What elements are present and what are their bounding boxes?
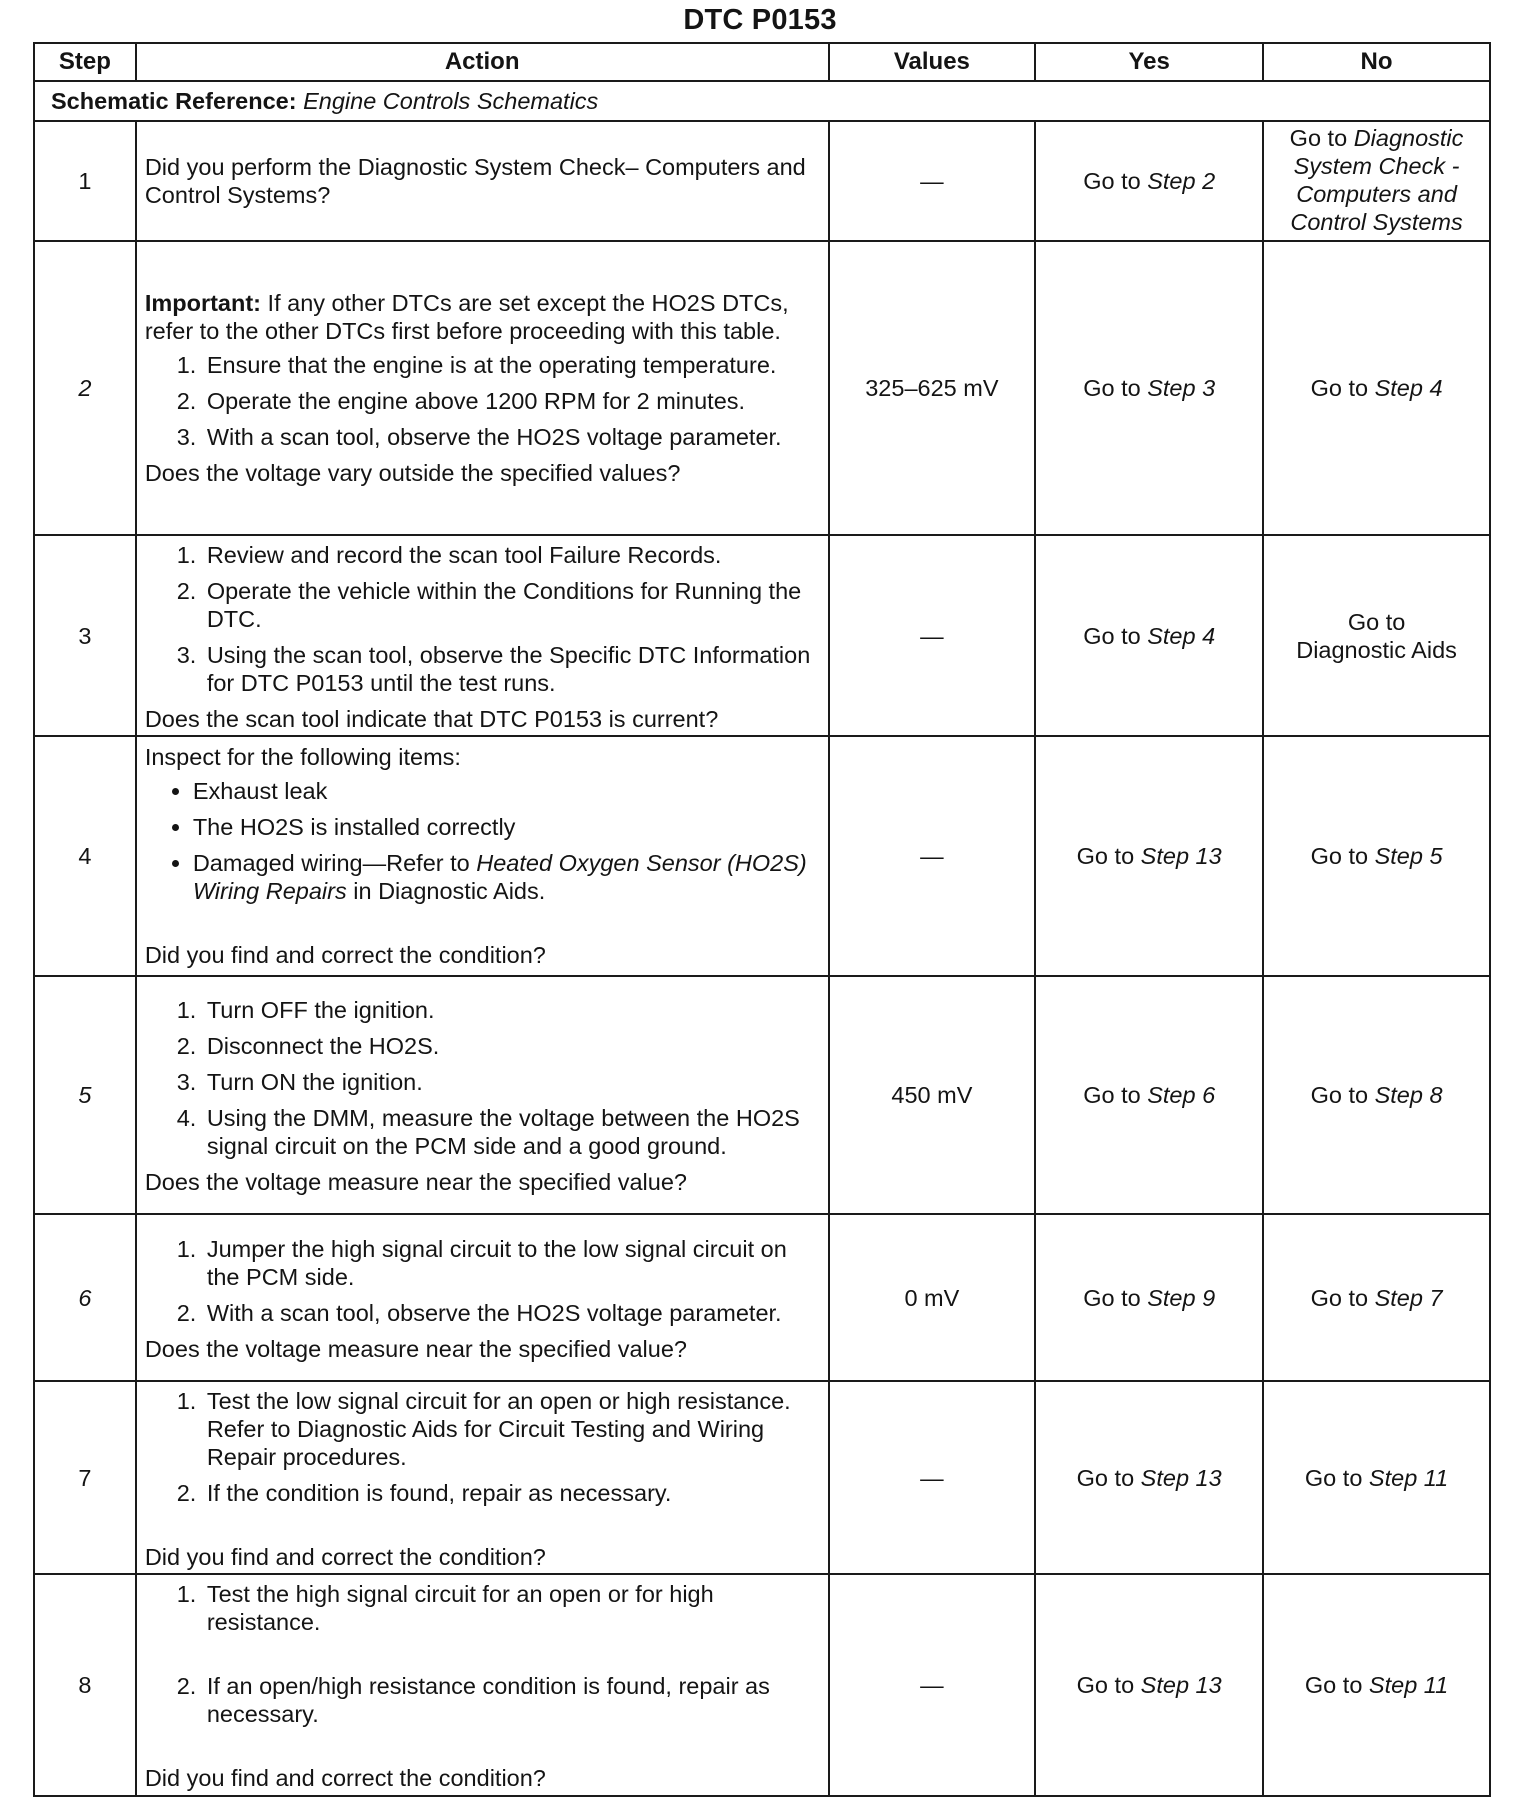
step-number: 5 bbox=[34, 976, 136, 1214]
no-cell[interactable] bbox=[1263, 736, 1490, 976]
table-row bbox=[34, 1214, 1490, 1381]
action-cell bbox=[136, 121, 829, 241]
value-cell: 325–625 mV bbox=[829, 241, 1036, 535]
header-no: No bbox=[1263, 43, 1490, 81]
yes-step-link[interactable]: Step 2 bbox=[1147, 168, 1216, 194]
action-cell bbox=[136, 1214, 829, 1381]
no-cell[interactable] bbox=[1263, 121, 1490, 241]
go-to-label: Go to bbox=[1310, 1082, 1369, 1108]
yes-step-link[interactable]: Step 9 bbox=[1147, 1284, 1216, 1311]
yes-cell[interactable] bbox=[1035, 535, 1263, 736]
go-to-label: Go to bbox=[1304, 1672, 1363, 1698]
action-cell bbox=[136, 1574, 829, 1796]
go-to-label: Go to bbox=[1083, 168, 1141, 194]
schematic-label: Schematic Reference: bbox=[51, 88, 297, 114]
list-item: • Exhaust leak bbox=[193, 777, 820, 805]
value-cell: — bbox=[829, 1574, 1036, 1796]
go-to-label: Go to bbox=[1289, 125, 1348, 151]
no-step-link[interactable]: Step 4 bbox=[1374, 375, 1443, 401]
yes-step-link[interactable]: Step 13 bbox=[1140, 843, 1222, 869]
no-step-link[interactable]: Step 11 bbox=[1368, 1672, 1449, 1698]
no-step-link[interactable]: Step 5 bbox=[1374, 843, 1443, 869]
no-cell[interactable] bbox=[1263, 1381, 1490, 1574]
list-item: 1. Review and record the scan tool Failure Records. bbox=[203, 541, 820, 569]
go-to-label: Go to bbox=[1347, 608, 1406, 635]
list-item: 2. Disconnect the HO2S. bbox=[203, 1032, 820, 1060]
no-cell[interactable] bbox=[1263, 1214, 1490, 1381]
go-to-label: Go to bbox=[1083, 1284, 1141, 1311]
action-cell bbox=[136, 1381, 829, 1574]
table-row bbox=[34, 1381, 1490, 1574]
go-to-label: Go to bbox=[1083, 375, 1141, 401]
no-cell[interactable] bbox=[1263, 535, 1490, 736]
schematic-row bbox=[34, 81, 1490, 121]
list-item: 3. Turn ON the ignition. bbox=[203, 1068, 820, 1096]
value-cell: — bbox=[829, 1381, 1036, 1574]
question-text: Does the scan tool indicate that DTC P0153 is current? bbox=[144, 705, 719, 732]
no-cell[interactable] bbox=[1263, 241, 1490, 535]
no-link[interactable]: Diagnostic Aids bbox=[1296, 636, 1457, 663]
value-cell: — bbox=[829, 736, 1036, 976]
action-steps bbox=[145, 1387, 820, 1507]
list-item: • Damaged wiring—Refer to Heated Oxygen Sensor (HO2S) Wiring Repairs in Diagnostic Aids. bbox=[193, 849, 820, 905]
yes-step-link[interactable]: Step 13 bbox=[1140, 1672, 1222, 1698]
yes-cell[interactable] bbox=[1035, 1574, 1263, 1796]
list-item: 2. If an open/high resistance condition is found, repair as necessary. bbox=[203, 1672, 820, 1728]
go-to-label: Go to bbox=[1304, 1464, 1363, 1491]
go-to-label: Go to bbox=[1076, 843, 1135, 869]
table-row bbox=[34, 736, 1490, 976]
list-item: 1. Ensure that the engine is at the operating temperature. bbox=[203, 351, 820, 379]
list-item: 2. If the condition is found, repair as necessary. bbox=[203, 1479, 820, 1507]
header-row bbox=[34, 43, 1490, 81]
value-cell: 0 mV bbox=[829, 1214, 1036, 1381]
no-link[interactable]: Diagnostic System Check - Computers and Control Systems bbox=[1290, 125, 1464, 235]
action-steps bbox=[145, 996, 820, 1160]
no-step-link[interactable]: Step 8 bbox=[1374, 1082, 1443, 1108]
table-row bbox=[34, 121, 1490, 241]
no-step-link[interactable]: Step 7 bbox=[1374, 1284, 1443, 1311]
list-item: 1. Jumper the high signal circuit to the low signal circuit on the PCM side. bbox=[203, 1235, 820, 1291]
list-item: 3. Using the scan tool, observe the Specific DTC Information for DTC P0153 until the test runs. bbox=[203, 641, 820, 697]
question-text: Does the voltage measure near the specified value? bbox=[144, 1169, 687, 1195]
yes-step-link[interactable]: Step 4 bbox=[1147, 622, 1216, 649]
list-item: 1. Turn OFF the ignition. bbox=[203, 996, 820, 1024]
go-to-label: Go to bbox=[1310, 375, 1369, 401]
table-row bbox=[34, 976, 1490, 1214]
yes-cell[interactable] bbox=[1035, 736, 1263, 976]
action-steps bbox=[145, 541, 820, 697]
yes-cell[interactable] bbox=[1035, 976, 1263, 1214]
list-item: 2. With a scan tool, observe the HO2S voltage parameter. bbox=[203, 1299, 820, 1327]
list-item: • The HO2S is installed correctly bbox=[193, 813, 820, 841]
table-row bbox=[34, 241, 1490, 535]
step-number: 7 bbox=[34, 1381, 136, 1574]
step-number: 3 bbox=[34, 535, 136, 736]
list-item: 2. Operate the vehicle within the Conditions for Running the DTC. bbox=[203, 577, 820, 633]
question-text: Does the voltage vary outside the specified values? bbox=[144, 460, 681, 486]
list-item: 2. Operate the engine above 1200 RPM for 2 minutes. bbox=[203, 387, 820, 415]
page-title: DTC P0153 bbox=[683, 4, 837, 36]
table-row bbox=[34, 535, 1490, 736]
value-cell: — bbox=[829, 535, 1036, 736]
go-to-label: Go to bbox=[1310, 1284, 1369, 1311]
action-steps bbox=[145, 1580, 820, 1728]
header-yes: Yes bbox=[1035, 43, 1263, 81]
question-text: Did you find and correct the condition? bbox=[144, 1543, 546, 1570]
action-steps bbox=[145, 1235, 820, 1327]
action-cell bbox=[136, 976, 829, 1214]
action-cell bbox=[136, 535, 829, 736]
wiring-repairs-link[interactable]: Heated Oxygen Sensor (HO2S) Wiring Repairs bbox=[192, 850, 807, 904]
question-text: Did you perform the Diagnostic System Check– Computers and Control Systems? bbox=[144, 154, 806, 208]
yes-cell[interactable] bbox=[1035, 1214, 1263, 1381]
intro-text: Inspect for the following items: bbox=[144, 744, 461, 770]
schematic-link[interactable]: Engine Controls Schematics bbox=[303, 88, 599, 114]
important-label: Important: bbox=[144, 290, 262, 316]
go-to-label: Go to bbox=[1076, 1464, 1135, 1491]
action-cell bbox=[136, 736, 829, 976]
yes-cell[interactable] bbox=[1035, 241, 1263, 535]
value-cell: 450 mV bbox=[829, 976, 1036, 1214]
go-to-label: Go to bbox=[1083, 1082, 1141, 1108]
list-item: 4. Using the DMM, measure the voltage between the HO2S signal circuit on the PCM side and a good ground. bbox=[203, 1104, 820, 1160]
table-row bbox=[34, 1574, 1490, 1796]
header-values: Values bbox=[829, 43, 1036, 81]
header-action: Action bbox=[136, 43, 829, 81]
bullet-list bbox=[145, 777, 820, 905]
step-number: 8 bbox=[34, 1574, 136, 1796]
value-cell: — bbox=[829, 121, 1036, 241]
go-to-label: Go to bbox=[1076, 1672, 1135, 1698]
yes-cell[interactable] bbox=[1035, 1381, 1263, 1574]
no-cell[interactable] bbox=[1263, 1574, 1490, 1796]
question-text: Did you find and correct the condition? bbox=[144, 1765, 546, 1791]
important-text: If any other DTCs are set except the HO2S DTCs, refer to the other DTCs first before proceeding with this table. bbox=[144, 290, 789, 344]
yes-step-link[interactable]: Step 6 bbox=[1147, 1082, 1216, 1108]
list-item: 3. With a scan tool, observe the HO2S voltage parameter. bbox=[203, 423, 820, 451]
no-step-link[interactable]: Step 11 bbox=[1368, 1464, 1449, 1491]
go-to-label: Go to bbox=[1083, 622, 1141, 649]
action-steps bbox=[145, 351, 820, 451]
step-number: 4 bbox=[34, 736, 136, 976]
step-number: 1 bbox=[34, 121, 136, 241]
dtc-table bbox=[33, 42, 1491, 1797]
no-cell[interactable] bbox=[1263, 976, 1490, 1214]
action-cell bbox=[136, 241, 829, 535]
go-to-label: Go to bbox=[1310, 843, 1369, 869]
question-text: Does the voltage measure near the specified value? bbox=[144, 1335, 687, 1362]
question-text: Did you find and correct the condition? bbox=[144, 942, 546, 968]
yes-cell[interactable] bbox=[1035, 121, 1263, 241]
header-step: Step bbox=[34, 43, 136, 81]
yes-step-link[interactable]: Step 13 bbox=[1140, 1464, 1222, 1491]
list-item: 1. Test the low signal circuit for an open or high resistance. Refer to Diagnostic Aids for Circuit Testing and Wiring Repair procedures. bbox=[203, 1387, 820, 1471]
step-number: 2 bbox=[34, 241, 136, 535]
list-item: 1. Test the high signal circuit for an open or for high resistance. bbox=[203, 1580, 820, 1636]
step-number: 6 bbox=[34, 1214, 136, 1381]
yes-step-link[interactable]: Step 3 bbox=[1147, 375, 1216, 401]
